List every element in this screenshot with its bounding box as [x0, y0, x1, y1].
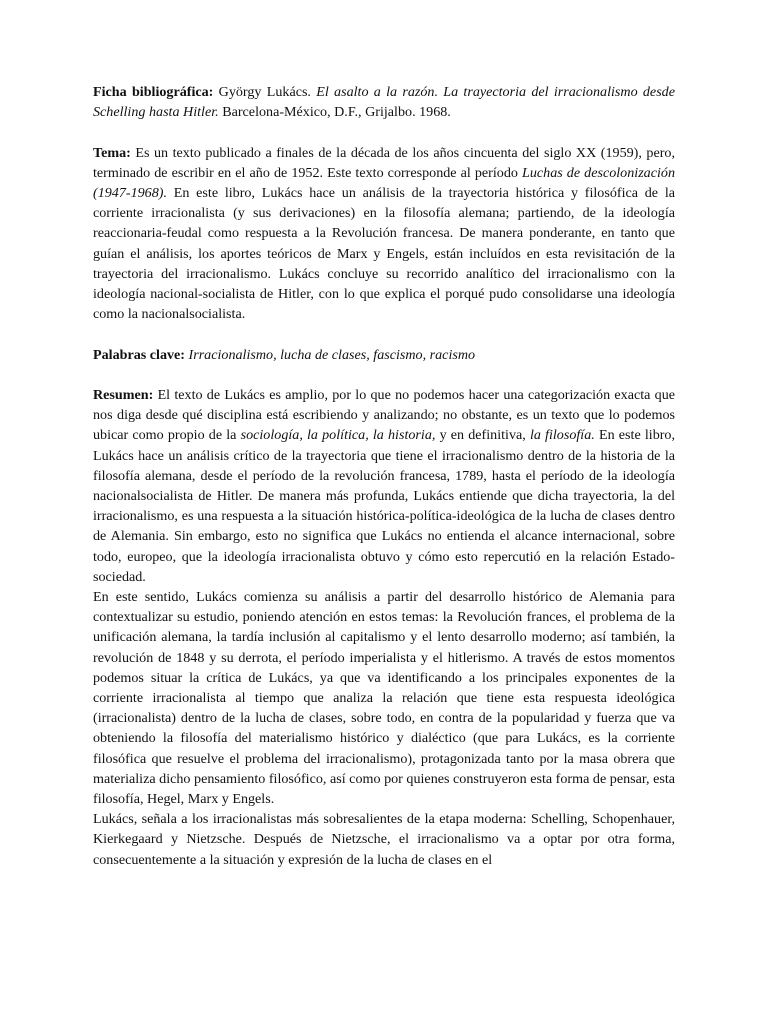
palabras-text: Irracionalismo, lucha de clases, fascismo, racismo — [188, 346, 476, 363]
resumen-paragraph-3: Lukács, señala a los irracionalistas más sobresalientes de la etapa moderna: Schelling, Schopenhauer, Kierkegaard y Nietzsche. Después de Nietzsche, el irracionalismo va a optar por otra forma, consecuentemente a la situación y expresión de la lucha de clases en el — [93, 811, 675, 868]
ficha-paragraph — [93, 82, 675, 122]
tema-italic: Luchas de descolonización (1947-1968). — [93, 164, 675, 201]
resumen-paragraph — [93, 385, 675, 587]
tema-text-2: En este libro, Lukács hace un análisis de la trayectoria histórica y filosófica de la corriente irracionalista (y sus derivaciones) en la filosofía alemana; partiendo, de la ideología reaccionaria-feudal como respuesta a la Revolución francesa. De manera ponderante, en tanto que guían el análisis, los aportes teóricos de Marx y Engels, están incluídos en esta revisitación de la trayectoria del irracionalismo. Lukács concluye su recorrido analítico del irracionalismo con la ideología nacional-socialista de Hitler, con lo que explica el porqué pudo consolidarse una ideología como la nacionalsocialista. — [93, 185, 675, 323]
resumen-label: Resumen: — [93, 387, 154, 403]
ficha-label: Ficha bibliográfica: — [93, 84, 214, 100]
resumen-text-1: El texto de Lukács es amplio, por lo que no podemos hacer una categorización exacta que nos diga desde qué disciplina está escribiendo y analizando; no obstante, es un texto que lo podemos ubicar como propio de la — [93, 387, 675, 444]
tema-text-1: Es un texto publicado a finales de la década de los años cincuenta del siglo XX (1959), pero, terminado de escribir en el año de 1952. Este texto corresponde al período — [93, 144, 675, 181]
ficha-title: El asalto a la razón. La trayectoria del irracionalismo desde Schelling hasta Hitler. — [93, 84, 675, 121]
document-page — [93, 82, 675, 870]
ficha-publisher: Barcelona-México, D.F., Grijalbo. 1968. — [222, 104, 451, 121]
palabras-label: Palabras clave: — [93, 346, 185, 363]
resumen-paragraph-2: En este sentido, Lukács comienza su análisis a partir del desarrollo histórico de Alemania para contextualizar su estudio, poniendo atención en estos temas: la Revolución frances, el problema de la unificación alemana, la tardía inclusión al capitalismo y el lento desarrollo moderno; así también, la revolución de 1848 y su derrota, el período imperialista y el hitlerismo. A través de estos momentos podemos situar la crítica de Lukács, ya que va identificando a los principales exponentes de la corriente irracionalista al tiempo que analiza la relación que tiene esta respuesta ideológica (irracionalista) dentro de la lucha de clases, sobre todo, en contra de la popularidad y fuerza que va obteniendo la filosofía del materialismo histórico y dialéctico (que para Lukács, es la corriente filosófica que resuelve el problema del irracionalismo), protagonizada tanto por la masa obrera que materializa dicho pensamiento filosófico, así como por quienes construyeron esta forma de pensar, esta filosofía, Hegel, Marx y Engels. — [93, 589, 675, 808]
resumen-text-3: En este libro, Lukács hace un análisis crítico de la trayectoria que tiene el irracionalismo dentro de la historia de la filosofía alemana, desde el período de la revolución francesa, 1789, hasta el período de la ideología nacionalsocialista de Hitler. De manera más profunda, Lukács entiende que dicha trayectoria, la del irracionalismo, es una respuesta a la situación histórica-política-ideológica de la lucha de clases dentro de Alemania. Sin embargo, esto no significa que Lukács no entienda el alcance internacional, sobre todo, europeo, que la ideología irracionalista obtuvo y cómo esto repercutió en la relación Estado-sociedad. — [93, 427, 675, 585]
ficha-author: György Lukács. — [218, 84, 311, 100]
resumen-italic-1: sociología, la política, la historia, — [240, 427, 436, 444]
resumen-text-2: y en definitiva, — [439, 427, 526, 444]
palabras-paragraph — [93, 345, 675, 365]
resumen-italic-2: la filosofía. — [529, 427, 595, 444]
tema-label: Tema: — [93, 144, 131, 161]
tema-paragraph — [93, 143, 675, 325]
